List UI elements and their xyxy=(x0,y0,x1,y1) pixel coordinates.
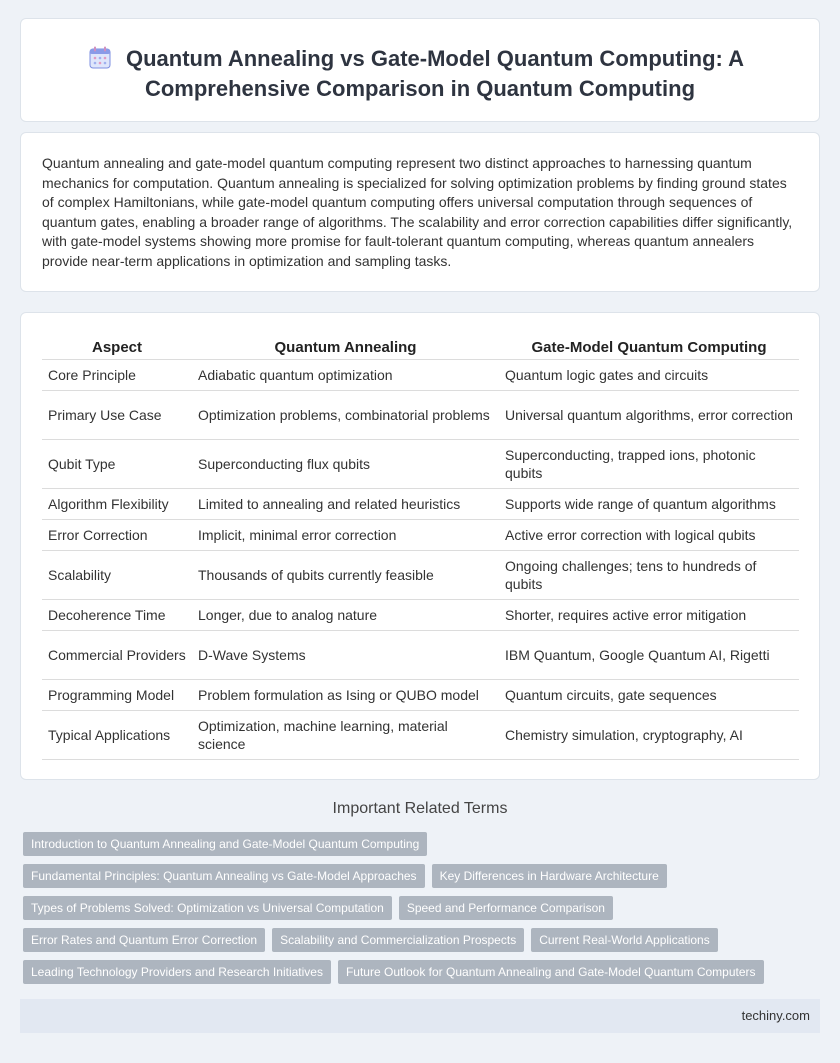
table-row xyxy=(42,679,799,710)
cell-aspect: Programming Model xyxy=(42,679,192,710)
comparison-table xyxy=(42,333,799,760)
cell-annealing: Implicit, minimal error correction xyxy=(192,519,499,550)
intro-card xyxy=(20,132,820,292)
related-term-tag[interactable]: Future Outlook for Quantum Annealing and Gate-Model Quantum Computers xyxy=(338,960,764,984)
related-term-tag[interactable]: Scalability and Commercialization Prospects xyxy=(272,928,524,952)
cell-aspect: Typical Applications xyxy=(42,710,192,759)
cell-aspect: Qubit Type xyxy=(42,439,192,488)
cell-annealing: Superconducting flux qubits xyxy=(192,439,499,488)
cell-gate-model: Ongoing challenges; tens to hundreds of qubits xyxy=(499,550,799,599)
tag-row xyxy=(23,896,823,920)
tag-row xyxy=(23,832,823,856)
related-term-tag[interactable]: Fundamental Principles: Quantum Annealing vs Gate-Model Approaches xyxy=(23,864,425,888)
table-row xyxy=(42,488,799,519)
cell-annealing: Limited to annealing and related heuristics xyxy=(192,488,499,519)
related-term-tag[interactable]: Key Differences in Hardware Architecture xyxy=(432,864,667,888)
tag-row xyxy=(23,960,823,984)
cell-aspect: Primary Use Case xyxy=(42,390,192,439)
tag-row xyxy=(23,864,823,888)
tag-row xyxy=(23,928,823,952)
page-title-line-2: Comprehensive Comparison in Quantum Computing xyxy=(144,76,696,101)
related-term-tag[interactable]: Error Rates and Quantum Error Correction xyxy=(23,928,265,952)
cell-annealing: Optimization, machine learning, material science xyxy=(192,710,499,759)
cell-aspect: Commercial Providers xyxy=(42,630,192,679)
site-link[interactable]: techiny.com xyxy=(741,1008,810,1023)
cell-gate-model: Active error correction with logical qubits xyxy=(499,519,799,550)
table-header-row xyxy=(42,333,799,359)
cell-aspect: Scalability xyxy=(42,550,192,599)
cell-annealing: Thousands of qubits currently feasible xyxy=(192,550,499,599)
header-quantum-annealing: Quantum Annealing xyxy=(192,333,499,359)
comparison-table-card xyxy=(20,312,820,780)
cell-annealing: Problem formulation as Ising or QUBO model xyxy=(192,679,499,710)
cell-aspect: Decoherence Time xyxy=(42,599,192,630)
page-title-line-1: Quantum Annealing vs Gate-Model Quantum Computing: A xyxy=(125,46,745,71)
page-title xyxy=(21,44,819,104)
table-row xyxy=(42,439,799,488)
cell-aspect: Core Principle xyxy=(42,359,192,390)
related-terms-heading: Important Related Terms xyxy=(332,800,508,817)
table-row xyxy=(42,359,799,390)
cell-aspect: Error Correction xyxy=(42,519,192,550)
footer xyxy=(20,999,820,1033)
table-row xyxy=(42,519,799,550)
related-term-tag[interactable]: Speed and Performance Comparison xyxy=(399,896,613,920)
intro-paragraph: Quantum annealing and gate-model quantum computing represent two distinct approaches to harnessing quantum mechanics for computation. Quantum annealing is specialized for solving optimization problems by finding ground states of complex Hamiltonians, while gate-model quantum computing offers universal computation through sequences of quantum gates, enabling a broader range of algorithms. The scalability and error correction capabilities differ significantly, with gate-model systems showing more promise for fault-tolerant quantum computing, whereas quantum annealers provide near-term applications in optimization and sampling tasks. xyxy=(42,155,793,269)
cell-gate-model: Superconducting, trapped ions, photonic qubits xyxy=(499,439,799,488)
header-aspect: Aspect xyxy=(42,333,192,359)
related-term-tag[interactable]: Leading Technology Providers and Research Initiatives xyxy=(23,960,331,984)
header-card xyxy=(20,18,820,122)
related-terms-tags xyxy=(23,832,823,992)
cell-gate-model: Supports wide range of quantum algorithms xyxy=(499,488,799,519)
header-gate-model: Gate-Model Quantum Computing xyxy=(499,333,799,359)
cell-gate-model: Shorter, requires active error mitigation xyxy=(499,599,799,630)
related-term-tag[interactable]: Types of Problems Solved: Optimization vs Universal Computation xyxy=(23,896,392,920)
table-row xyxy=(42,710,799,759)
table-row xyxy=(42,630,799,679)
cell-gate-model: Universal quantum algorithms, error correction xyxy=(499,390,799,439)
cell-gate-model: Quantum logic gates and circuits xyxy=(499,359,799,390)
table-row xyxy=(42,390,799,439)
cell-annealing: D-Wave Systems xyxy=(192,630,499,679)
cell-annealing: Optimization problems, combinatorial problems xyxy=(192,390,499,439)
cell-annealing: Longer, due to analog nature xyxy=(192,599,499,630)
cell-gate-model: IBM Quantum, Google Quantum AI, Rigetti xyxy=(499,630,799,679)
cell-annealing: Adiabatic quantum optimization xyxy=(192,359,499,390)
cell-gate-model: Chemistry simulation, cryptography, AI xyxy=(499,710,799,759)
cell-aspect: Algorithm Flexibility xyxy=(42,488,192,519)
related-term-tag[interactable]: Introduction to Quantum Annealing and Gate-Model Quantum Computing xyxy=(23,832,427,856)
related-term-tag[interactable]: Current Real-World Applications xyxy=(531,928,718,952)
table-row xyxy=(42,550,799,599)
cell-gate-model: Quantum circuits, gate sequences xyxy=(499,679,799,710)
table-row xyxy=(42,599,799,630)
